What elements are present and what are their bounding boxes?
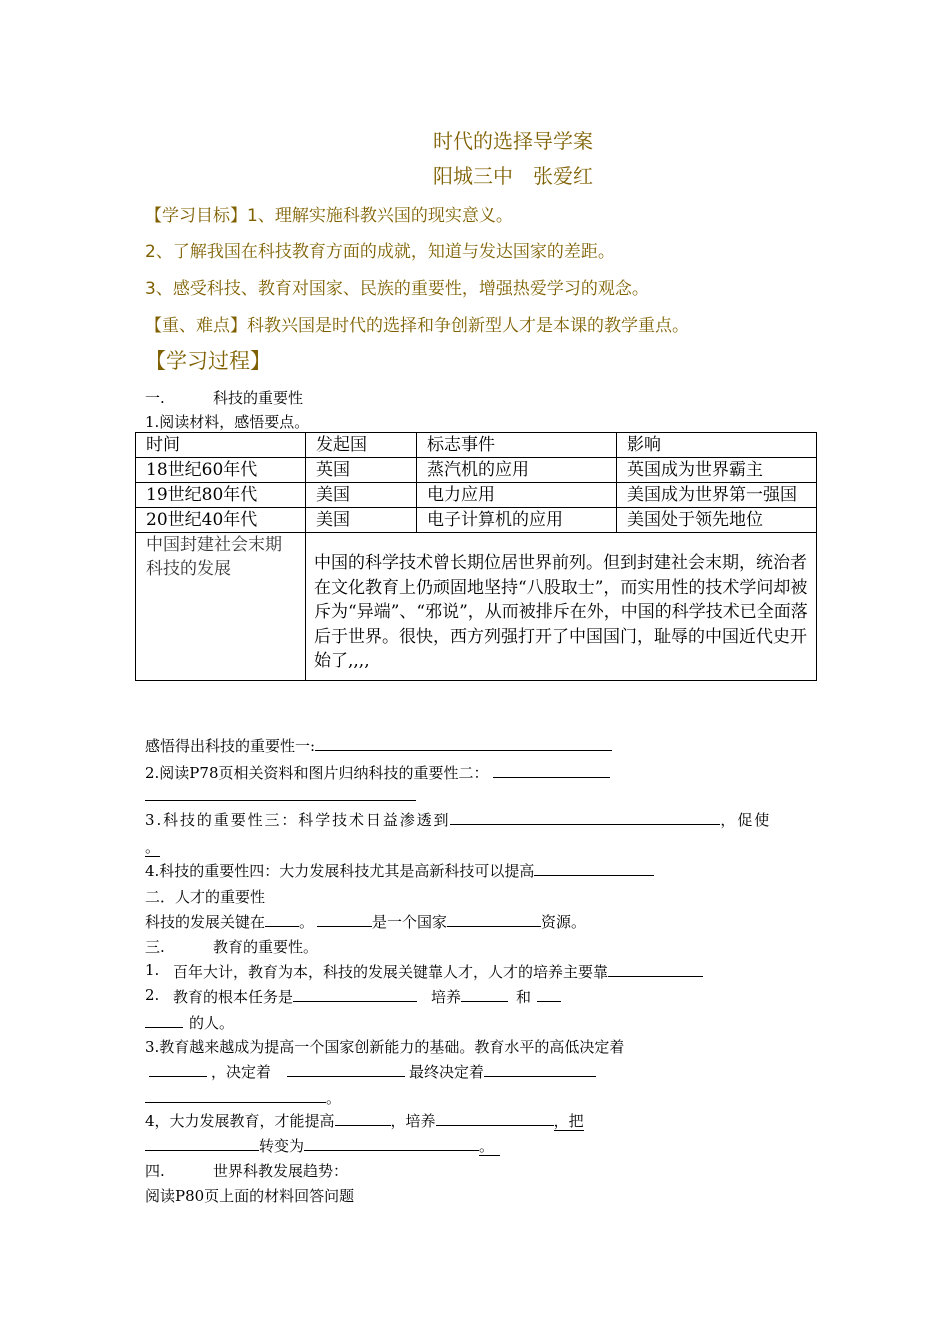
- objective-1: 【学习目标】1、理解实施科教兴国的现实意义。: [145, 206, 513, 226]
- table-header: 发起国: [306, 433, 417, 458]
- answer-blank[interactable]: [145, 1012, 183, 1028]
- section3-q4-text: ，把: [553, 1112, 584, 1130]
- insight-line: [145, 735, 612, 756]
- answer-blank[interactable]: [265, 911, 299, 927]
- question-3-suffix: ，促使: [720, 811, 772, 829]
- table-row: [136, 508, 817, 533]
- section3-q1-line: [173, 961, 703, 982]
- table-header-row: [136, 433, 817, 458]
- section2-text: 。: [299, 913, 315, 931]
- section3-q1-label: 百年大计，教育为本，科技的发展关键靠人才，人才的培养主要靠: [173, 963, 609, 981]
- question-2-line: [145, 762, 610, 783]
- section3-q4-text: ，培养: [390, 1112, 436, 1130]
- table-cell: 中国封建社会末期科技的发展: [136, 533, 306, 681]
- section3-q2-text: 和: [516, 988, 532, 1006]
- section3-q4-text: 转变为: [259, 1137, 305, 1155]
- answer-blank[interactable]: [447, 911, 541, 927]
- section2-text: 是一个国家: [372, 913, 448, 931]
- section3-q1-number: 1.: [145, 961, 160, 979]
- answer-blank[interactable]: [145, 800, 416, 801]
- question-2-label: 2.阅读P78页相关资料和图片归纳科技的重要性二：: [145, 764, 489, 782]
- question-3-end: [145, 836, 160, 857]
- answer-blank[interactable]: [145, 1135, 259, 1151]
- table-cell: 美国成为世界第一强国: [617, 483, 817, 508]
- table-row: [136, 458, 817, 483]
- key-points: 【重、难点】科教兴国是时代的选择和争创新型人才是本课的教学重点。: [145, 316, 689, 336]
- table-header: 影响: [617, 433, 817, 458]
- question-3-label: 3.科技的重要性三：科学技术日益渗透到: [145, 811, 451, 829]
- section3-q2-number: 2.: [145, 986, 160, 1004]
- answer-blank[interactable]: [450, 809, 720, 825]
- answer-blank[interactable]: [534, 860, 654, 876]
- table-row: [136, 483, 817, 508]
- section3-q4-cont: [145, 1135, 500, 1156]
- section3-number: 三.: [145, 938, 165, 956]
- section3-q3-line: 3.教育越来越成为提高一个国家创新能力的基础。教育水平的高低决定着: [145, 1038, 625, 1056]
- section3-q4-period: 。: [479, 1137, 500, 1156]
- table-header: 标志事件: [417, 433, 617, 458]
- section4-number: 四.: [145, 1162, 165, 1180]
- history-table: [135, 432, 817, 681]
- section3-q2-label: 教育的根本任务是: [173, 988, 294, 1006]
- table-paragraph: 中国的科学技术曾长期位居世界前列。但到封建社会末期，统治者在文化教育上仍顽固地坚持“八股取士”，而实用性的技术学问却被斥为“异端”、“邪说”，从而被排斥在外，中国的科学技术已全面落后于世界。很快，西方列强打开了中国国门，耻辱的中国近代史开始了,,,,: [306, 533, 817, 681]
- section3-q3-text: 最终决定着: [409, 1063, 485, 1081]
- answer-blank[interactable]: [335, 1110, 391, 1126]
- table-cell: 美国: [306, 508, 417, 533]
- section3-q2-line: [173, 986, 561, 1007]
- section3-q2-text: 培养: [431, 988, 462, 1006]
- section3-q3-period: 。: [326, 1089, 342, 1107]
- section3-q3-cont: [145, 1061, 596, 1082]
- answer-blank[interactable]: [315, 735, 612, 751]
- answer-blank[interactable]: [461, 986, 508, 1002]
- answer-blank[interactable]: [608, 961, 703, 977]
- answer-blank[interactable]: [304, 1135, 479, 1151]
- answer-blank[interactable]: [145, 1087, 326, 1103]
- section2-line: [145, 911, 586, 932]
- answer-blank[interactable]: [317, 911, 372, 927]
- page-title: 时代的选择导学案: [433, 129, 593, 153]
- question-4-line: [145, 860, 654, 881]
- table-cell: 20世纪40年代: [136, 508, 306, 533]
- answer-blank[interactable]: [484, 1061, 596, 1077]
- author-line: 阳城三中 张爱红: [433, 164, 593, 188]
- question-3-line: [145, 809, 771, 830]
- process-heading: 【学习过程】: [145, 349, 271, 373]
- section3-q2-end: 的人。: [189, 1014, 235, 1032]
- section1-title: 科技的重要性: [213, 389, 304, 407]
- answer-blank[interactable]: [293, 986, 417, 1002]
- section3-q3-end: [145, 1087, 341, 1108]
- section3-q2-cont: [145, 1012, 234, 1033]
- table-cell: 英国: [306, 458, 417, 483]
- section2-text: 资源。: [541, 913, 587, 931]
- section4-read: 阅读P80页上面的材料回答问题: [145, 1187, 355, 1205]
- question-4-label: 4.科技的重要性四：大力发展科技尤其是高新科技可以提高: [145, 862, 535, 880]
- question-3-period: 。: [145, 838, 161, 856]
- answer-blank[interactable]: [436, 1110, 554, 1126]
- table-row: [136, 533, 817, 681]
- answer-blank[interactable]: [537, 986, 561, 1002]
- table-cell: 美国: [306, 483, 417, 508]
- answer-blank[interactable]: [149, 1061, 207, 1077]
- table-cell: 英国成为世界霸主: [617, 458, 817, 483]
- table-cell: 美国处于领先地位: [617, 508, 817, 533]
- table-header: 时间: [136, 433, 306, 458]
- section3-q4-line: [145, 1110, 584, 1131]
- answer-blank[interactable]: [493, 762, 610, 778]
- section3-q3-text: ，决定着: [211, 1063, 272, 1081]
- objective-2: 2、了解我国在科技教育方面的成就，知道与发达国家的差距。: [145, 242, 615, 262]
- answer-blank[interactable]: [287, 1061, 405, 1077]
- objective-3: 3、感受科技、教育对国家、民族的重要性，增强热爱学习的观念。: [145, 279, 649, 299]
- section2-title: 二．人才的重要性: [145, 888, 266, 906]
- insight-label: 感悟得出科技的重要性一:: [145, 737, 316, 755]
- section2-label: 科技的发展关键在: [145, 913, 266, 931]
- section3-title: 教育的重要性。: [213, 938, 319, 956]
- section1-question1: 1.阅读材料，感悟要点。: [145, 413, 310, 431]
- section1-number: 一.: [145, 389, 165, 407]
- section3-q4-label: 4，大力发展教育，才能提高: [145, 1112, 335, 1130]
- table-cell: 电力应用: [417, 483, 617, 508]
- section4-title: 世界科教发展趋势：: [213, 1162, 349, 1180]
- table-cell: 18世纪60年代: [136, 458, 306, 483]
- table-cell: 19世纪80年代: [136, 483, 306, 508]
- table-cell: 蒸汽机的应用: [417, 458, 617, 483]
- table-cell: 电子计算机的应用: [417, 508, 617, 533]
